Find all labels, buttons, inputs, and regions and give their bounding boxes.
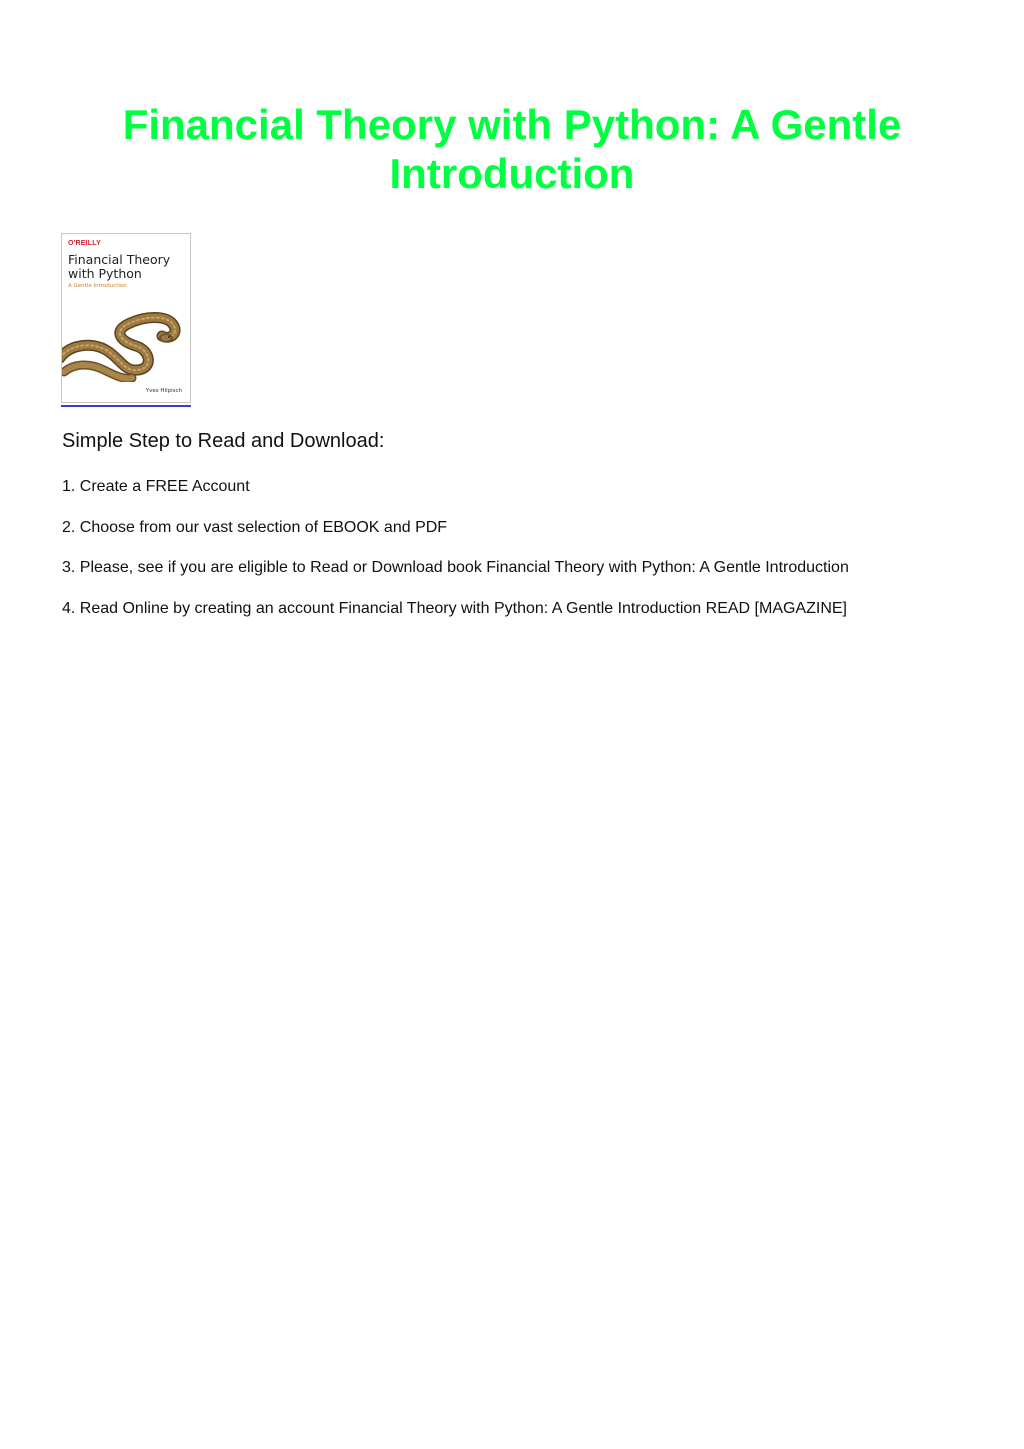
book-cover [61,233,191,403]
cover-publisher: O'REILLY [68,240,101,247]
step-item-4: 4. Read Online by creating an account Financial Theory with Python: A Gentle Introduction READ [MAGAZINE] [62,599,847,617]
instructions-heading: Simple Step to Read and Download: [62,430,385,452]
cover-title: Financial Theory with Python [68,252,171,281]
cover-author: Yves Hilpisch [145,388,182,394]
book-cover-link[interactable] [61,233,191,407]
step-item-3: 3. Please, see if you are eligible to Read or Download book Financial Theory with Python: A Gentle Introduction [62,559,849,576]
step-item-2: 2. Choose from our vast selection of EBOOK and PDF [62,518,448,536]
step-item-1: 1. Create a FREE Account [62,478,250,495]
page-title: Financial Theory with Python: A Gentle Introduction [122,101,902,197]
steps-list [62,477,982,639]
snake-illustration-icon [62,292,190,382]
cover-subtitle: A Gentle Introduction [68,283,127,289]
